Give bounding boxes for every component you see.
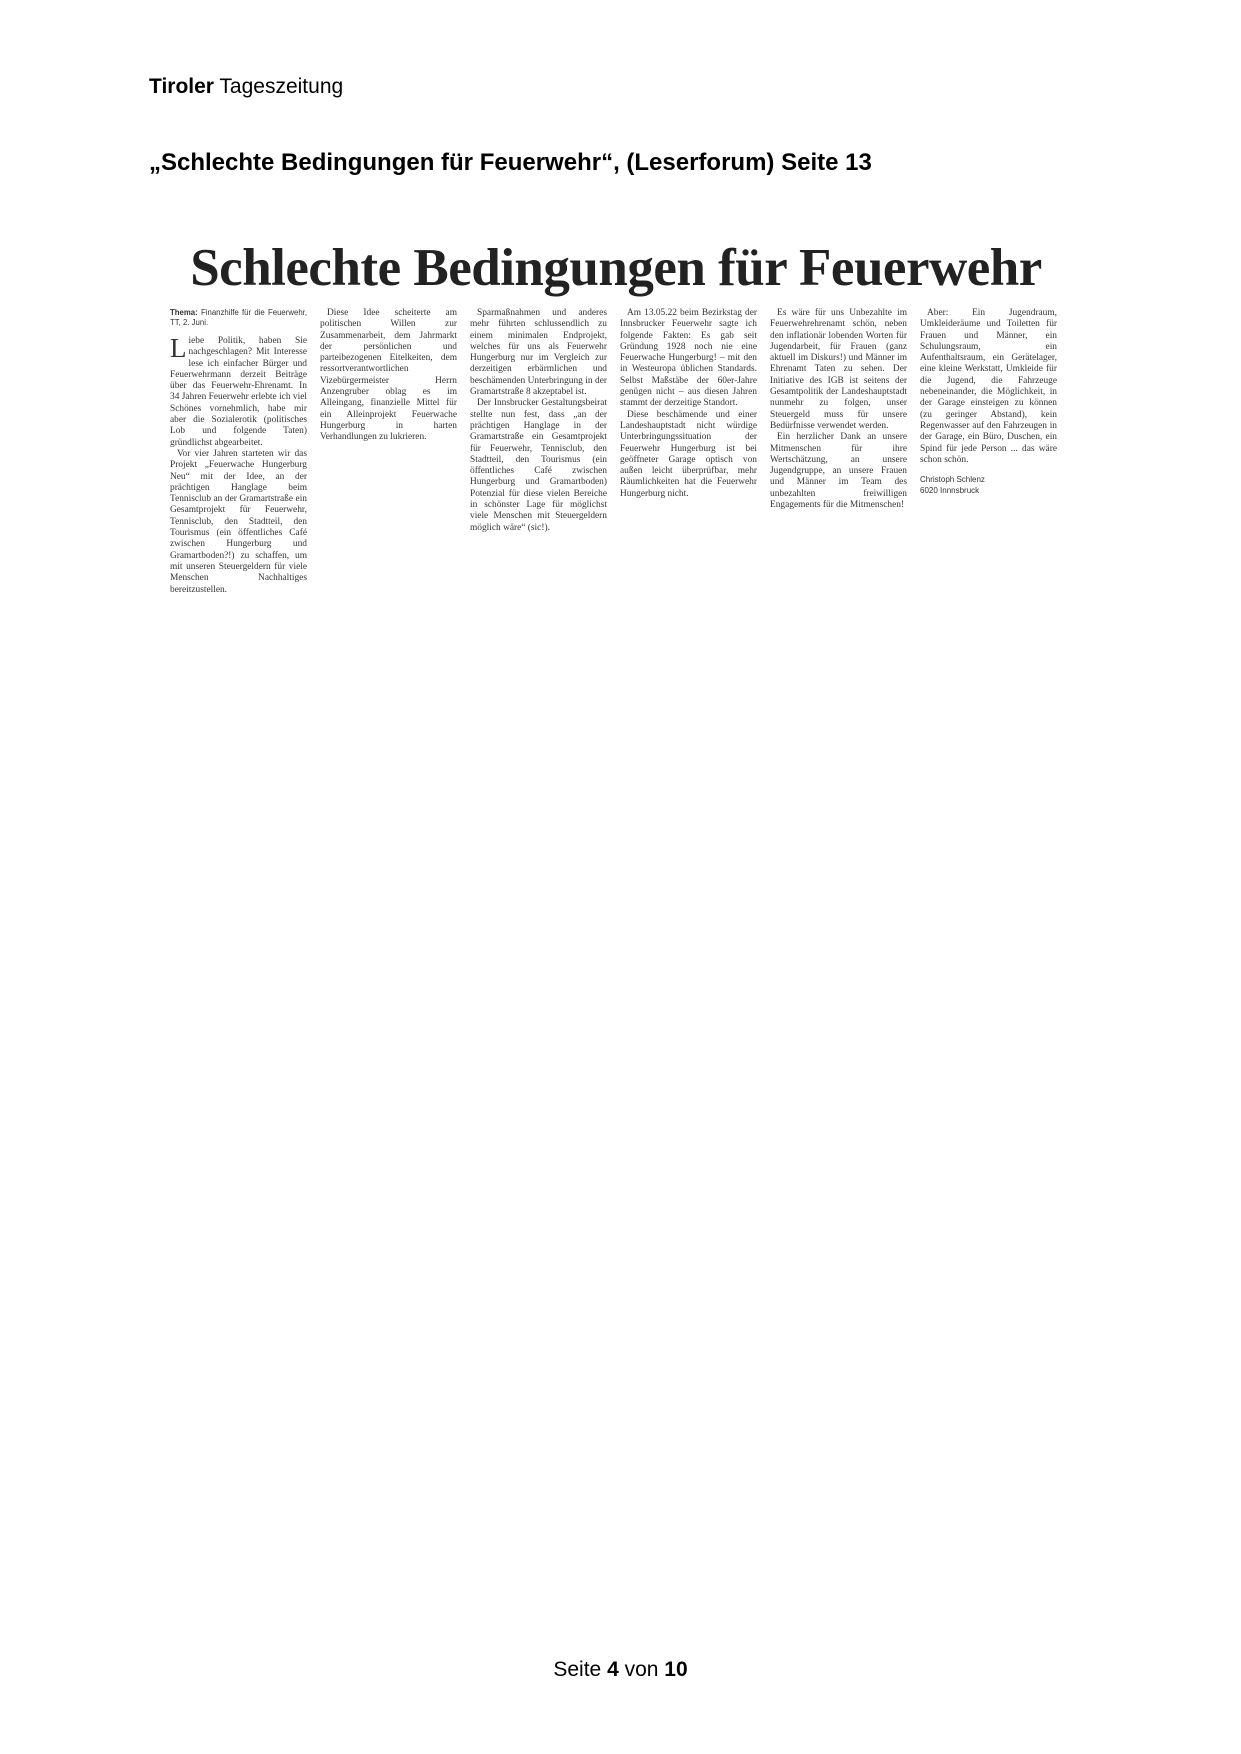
paragraph-1-text: iebe Politik, haben Sie nachgeschlagen? Mit Interesse lese ich einfacher Bürger und Feuerwehrmann derzeit Beiträge über das Feuerwehr-Ehrenamt. In 34 Jahren Feuerwehr erlebte ich viel Schönes vornehmlich, habe mir aber die Sozialerotik (politisches Lob und folgende Taten) gründlichst abgearbeitet. (170, 336, 307, 448)
paragraph-4: Sparmaßnahmen und anderes mehr führten schlussendlich zu einem minimalen Endprojekt, welches für uns als Feuerwehr Hungerburg nur im Vergleich zur derzeitigen erbärmlichen und beschämenden Unterbringung in der Gramartstraße 8 akzeptabel ist. (470, 308, 607, 398)
paragraph-1 (170, 333, 307, 449)
dropcap-letter: L (170, 333, 187, 363)
author-name: Christoph Schlenz (920, 475, 985, 485)
clipping-title: Schlechte Bedingungen für Feuerwehr (190, 239, 1042, 297)
paragraph-8: Es wäre für uns Unbezahlte im Feuerwehrehrenamt schön, neben den inflationär lobenden Worten für Jugendarbeit, für Frauen (ganz aktuell im Diskurs!) und Männer im Ehrenamt Taten zu sehen. Der Initiative des IGB ist seitens der Gesamtpolitik der Landeshauptstadt nunmehr zu folgen, unser Steuergeld muss für unsere Bedürfnisse verwendet werden. (770, 308, 907, 431)
page-number-middle: von (618, 1658, 665, 1681)
publication-name-rest: Tageszeitung (213, 75, 344, 98)
paragraph-10: Aber: Ein Jugendraum, Umkleideräume und Toiletten für Frauen und Männer, ein Schulungsraum, ein Aufenthaltsraum, ein Gerätelager, eine kleine Werkstatt, Umkleide für die Jugend, die Fahrzeuge nebeneinander, die Möglichkeit, in der Garage einsteigen zu können (zu geringer Abstand), kein Regenwasser auf den Fahrzeugen in der Garage, ein Büro, Duschen, ein Spind für jede Person ... das wäre schon schön. (920, 308, 1057, 465)
paragraph-7: Diese beschämende und einer Landeshauptstadt nicht würdige Unterbringungssituation der Feuerwehr Hungerburg ist bei geöffneter Garage optisch von außen leicht überprüfbar, mehr Räumlichkeiten hat die Feuerwehr Hungerburg nicht. (620, 409, 757, 499)
newspaper-clipping (170, 238, 1062, 595)
paragraph-2: Vor vier Jahren starteten wir das Projekt „Feuerwache Hungerburg Neu“ mit der Idee, an der prächtigen Hanglage beim Tennisclub an der Gramartstraße ein Gesamtprojekt für Feuerwehr, Tennisclub, den Stadtteil, den Tourismus (ein öffentliches Café zwischen Hungerburg und Gramartboden?!) zu schaffen, um mit unseren Steuergeldern für viele Menschen Nachhaltiges bereitzustellen. (170, 448, 307, 595)
thema-line (170, 308, 307, 328)
page-number-prefix: Seite (553, 1658, 608, 1681)
paragraph-6: Am 13.05.22 beim Bezirkstag der Innsbrucker Feuerwehr sagte ich folgende Fakten: Es gab seit Gründung 1928 noch nie eine Feuerwache Hungerburg! – mit den in Westeuropa üblichen Standards. Selbst Maßstäbe der 60er-Jahre genügen nicht – aus diesen Jahren stammt der derzeitige Standort. (620, 308, 757, 409)
column-6 (920, 308, 1057, 596)
paragraph-3: Diese Idee scheiterte am politischen Willen zur Zusammenarbeit, dem Jahrmarkt der persönlichen und parteibezogenen Eitelkeiten, dem ressortverantwortlichen Vizebürgermeister Herrn Anzengruber oblag es im Alleingang, finanzielle Mittel für ein Alleinprojekt Feuerwache Hungerburg in harten Verhandlungen zu lukrieren. (320, 308, 457, 443)
author-city: 6020 Innnsbruck (920, 486, 980, 496)
thema-label: Thema: (170, 308, 198, 317)
column-3 (470, 308, 607, 596)
author-signature (920, 474, 1057, 496)
page-number (0, 1657, 1241, 1683)
page-number-total: 10 (664, 1658, 688, 1681)
column-1 (170, 308, 307, 596)
page-number-current: 4 (607, 1658, 619, 1681)
column-4 (620, 308, 757, 596)
paragraph-5: Der Innsbrucker Gestaltungsbeirat stellte nun fest, dass „an der prächtigen Hanglage in der Gramartstraße ein Gesamtprojekt für Feuerwehr, Tennisclub, den Stadtteil, den Tourismus (ein öffentliches Café zwischen Hungerburg und Gramartboden) Potenzial für diese vielen Bereiche in schönster Lage für möglichst viele Menschen mit Steuergeldern möglich wäre“ (sic!). (470, 398, 607, 533)
column-5 (770, 308, 907, 596)
thema-text: Finanzhilfe für die Feuerwehr, TT, 2. Juni. (170, 308, 307, 327)
column-2 (320, 308, 457, 596)
publication-name-bold: Tiroler (149, 75, 214, 98)
clipping-columns (170, 308, 1062, 596)
paragraph-9: Ein herzlicher Dank an unsere Mitmenschen für ihre Wertschätzung, an unsere Jugendgruppe, an unsere Frauen und Männer im Team des unbezahlten freiwilligen Engagements für die Mitmenschen! (770, 432, 907, 511)
article-heading: „Schlechte Bedingungen für Feuerwehr“, (Leserforum) Seite 13 (149, 149, 872, 176)
publication-name (149, 74, 343, 100)
